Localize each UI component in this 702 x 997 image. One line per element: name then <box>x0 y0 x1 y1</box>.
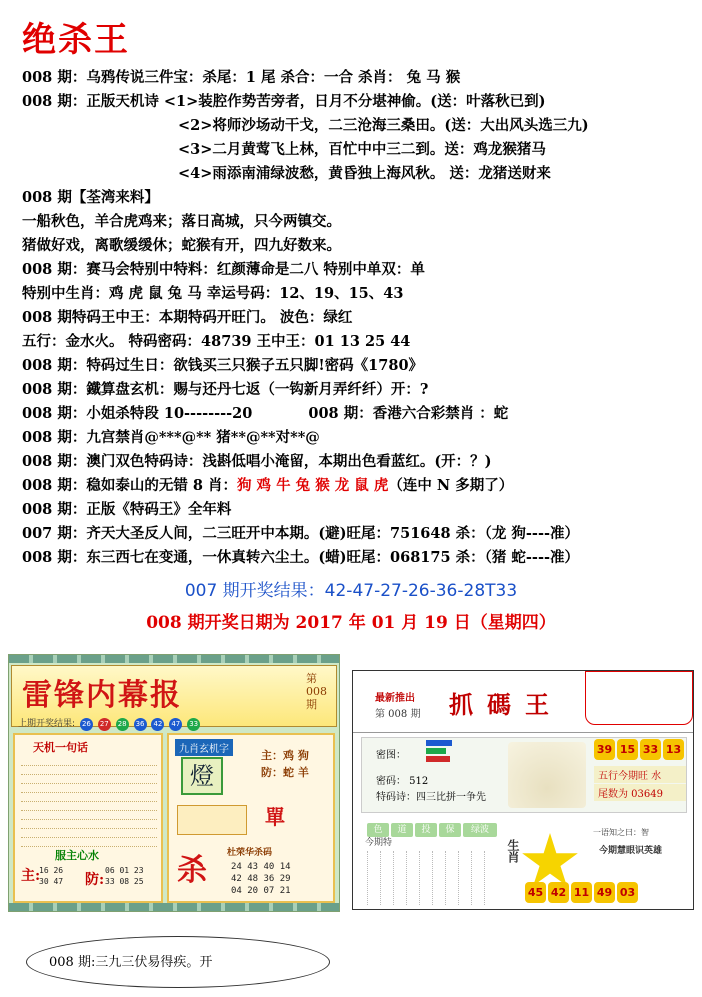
sha-glyph: 杀 <box>177 853 207 888</box>
ball: 27 <box>98 718 111 731</box>
tag: 保 <box>439 823 461 837</box>
zhu-numbers: 16 26 30 47 <box>39 866 64 886</box>
content-line: 008 期：东三西七在变通，一休真转六尘土。(蜡)旺尾：068175 杀：（猪 蛇----准） <box>22 549 579 566</box>
ball: 47 <box>169 718 182 731</box>
page-title: 绝杀王 <box>22 20 130 60</box>
number-ball: 03 <box>617 882 638 903</box>
zhuama-issue: 第 008 期 <box>375 709 421 720</box>
tiny-text-rows <box>21 757 157 847</box>
bubble-text: 008 期:三九三伏易得疾。开 <box>49 955 213 970</box>
number-ball: 13 <box>663 739 684 760</box>
number-ball: 45 <box>525 882 546 903</box>
content-line: 008 期：特码过生日：欲钱买三只猴子五只脚!密码《1780》 <box>22 357 424 374</box>
ball: 42 <box>151 718 164 731</box>
color-tags <box>367 817 499 837</box>
fang-numbers: 06 01 23 33 08 25 <box>105 866 144 886</box>
left-info-box <box>13 733 163 903</box>
top-number-balls <box>594 738 686 760</box>
bottom-border-strip <box>9 903 339 911</box>
weishu-label: 尾数为 03649 <box>594 784 686 801</box>
sha-ma-grid: 24 43 40 14 42 48 36 29 04 20 07 21 <box>231 862 291 896</box>
leifeng-newspaper-image <box>8 654 340 912</box>
zhu-fang-zodiac: 主：鸡 狗 防：蛇 羊 <box>261 749 309 779</box>
sha-ma-title: 杜荣华杀码 <box>227 848 273 858</box>
ball: 26 <box>80 718 93 731</box>
content-line: 008 期：澳门双色特码诗：浅斟低唱小淹留，本期出色看蓝红。(开：？) <box>22 453 492 470</box>
speech-bubble <box>26 936 330 988</box>
zhuamawang-image <box>352 670 694 910</box>
content-line: 008 期：正版天机诗 <1>装腔作势苦旁者，日月不分堪神偷。(送：叶落秋已到) <box>22 93 546 110</box>
content-line: 猪做好戏，离歌缓缓休；蛇猴有开，四九好数来。 <box>22 237 341 254</box>
number-ball: 33 <box>640 739 661 760</box>
number-ball: 39 <box>594 739 615 760</box>
fang-label: 防: <box>85 872 105 888</box>
content-line: <4>雨添南浦绿波愁，黄昏独上海风秋。 送：龙猪送财来 <box>178 165 551 182</box>
number-ball: 49 <box>594 882 615 903</box>
content-line: 五行：金水火。 特码密码：48739 王中王：01 13 25 44 <box>22 333 411 350</box>
tag: 绿波 <box>463 823 497 837</box>
content-line: 008 期：乌鸦传说三件宝：杀尾：1 尾 杀合：一合 杀肖： 兔 马 猴 <box>22 69 461 86</box>
number-ball: 42 <box>548 882 569 903</box>
fisherman-picture <box>508 742 586 808</box>
tag: 色 <box>367 823 389 837</box>
number-ball: 15 <box>617 739 638 760</box>
zhuama-header <box>353 671 693 733</box>
mitu-label: 密图： <box>376 750 406 761</box>
number-ball: 11 <box>571 882 592 903</box>
bottom-number-balls <box>525 881 640 903</box>
newspaper-header <box>11 665 337 727</box>
yiyu-note: 一语知之曰：智 <box>593 828 649 837</box>
content-line: 008 期：小姐杀特段 10--------20 008 期：香港六合彩禁肖 ：蛇 <box>22 405 509 422</box>
latest-label: 最新推出 <box>375 693 415 704</box>
tema-poem: 特码诗：四三比拼一争先 <box>376 792 486 803</box>
lantern-glyph: 燈 <box>181 757 223 795</box>
zhuama-brand: 抓碼王 <box>449 690 563 719</box>
zhu-label: 主: <box>21 868 41 884</box>
section-tianji: 天机一句话 <box>33 741 88 754</box>
content-line: <3>二月黄莺飞上林，百忙中中三二到。送：鸡龙猴猪马 <box>178 141 546 158</box>
mitu-logo-icon <box>426 740 456 764</box>
wuxing-label: 五行今期旺 水 <box>594 766 686 783</box>
newspaper-brand: 雷锋内幕报 <box>22 678 182 713</box>
dan-glyph: 單 <box>265 805 285 829</box>
content-line: 008 期【荃湾来料】 <box>22 189 159 206</box>
draw-date-line: 008 期开奖日期为 2017 年 01 月 19 日（星期四） <box>146 613 556 633</box>
right-info-box <box>167 733 335 903</box>
ball: 36 <box>134 718 147 731</box>
content-line: 008 期：赛马会特别中特料：红颜薄命是二八 特别中单双：单 <box>22 261 425 278</box>
section-xinshui: 服主心水 <box>55 849 99 862</box>
prev-result-balls <box>18 716 200 731</box>
content-line: 008 期：九宫禁肖@***@** 猪**@**对**@ <box>22 429 320 446</box>
content-line: 007 期：齐天大圣反人间，二三旺开中本期。(避)旺尾：751648 杀：（龙 狗----准） <box>22 525 579 542</box>
section-xuanji: 九肖玄机字 <box>175 739 233 756</box>
content-line: 一船秋色，羊合虎鸡来；落日高城，只今两镇交。 <box>22 213 341 230</box>
newspaper-issue: 第 008 期 <box>306 672 327 711</box>
tag: 道 <box>391 823 413 837</box>
vertical-poem-columns <box>367 851 507 907</box>
content-line: 特别中生肖：鸡 虎 鼠 兔 马 幸运号码：12、19、15、43 <box>22 285 404 302</box>
jinqi-label: 今期特 <box>365 838 393 848</box>
zhuama-middle <box>361 737 687 813</box>
top-border-strip <box>9 655 339 663</box>
ball: 33 <box>187 718 200 731</box>
content-line: <2>将师沙场动干戈，二三沧海三桑田。(送：大出风头选三九) <box>178 117 589 134</box>
prev-result-label: 上期开奖结果: <box>18 719 76 729</box>
content-line: 008 期：鐵算盘玄机：赐与还丹七返（一钩新月弄纤纤）开：? <box>22 381 429 398</box>
huiyan-note: 今期慧眼识英雄 <box>599 846 663 856</box>
ball: 28 <box>116 718 129 731</box>
content-lines <box>22 66 692 570</box>
mini-box <box>177 805 247 835</box>
content-line: 008 期：正版《特码王》全年料 <box>22 501 232 518</box>
content-line: 008 期特码王中王：本期特码开旺门。 波色：绿红 <box>22 309 353 326</box>
blank-tag-box <box>585 671 693 725</box>
tag: 投 <box>415 823 437 837</box>
shengxiao-label: 生肖 <box>506 839 520 863</box>
mima-label: 密码： 512 <box>376 776 429 787</box>
result-line: 007 期开奖结果：42-47-27-26-36-28T33 <box>184 581 518 601</box>
content-line: 008 期：稳如泰山的无错 8 肖：狗 鸡 牛 兔 猴 龙 鼠 虎（连中 N 多期了） <box>22 477 514 494</box>
